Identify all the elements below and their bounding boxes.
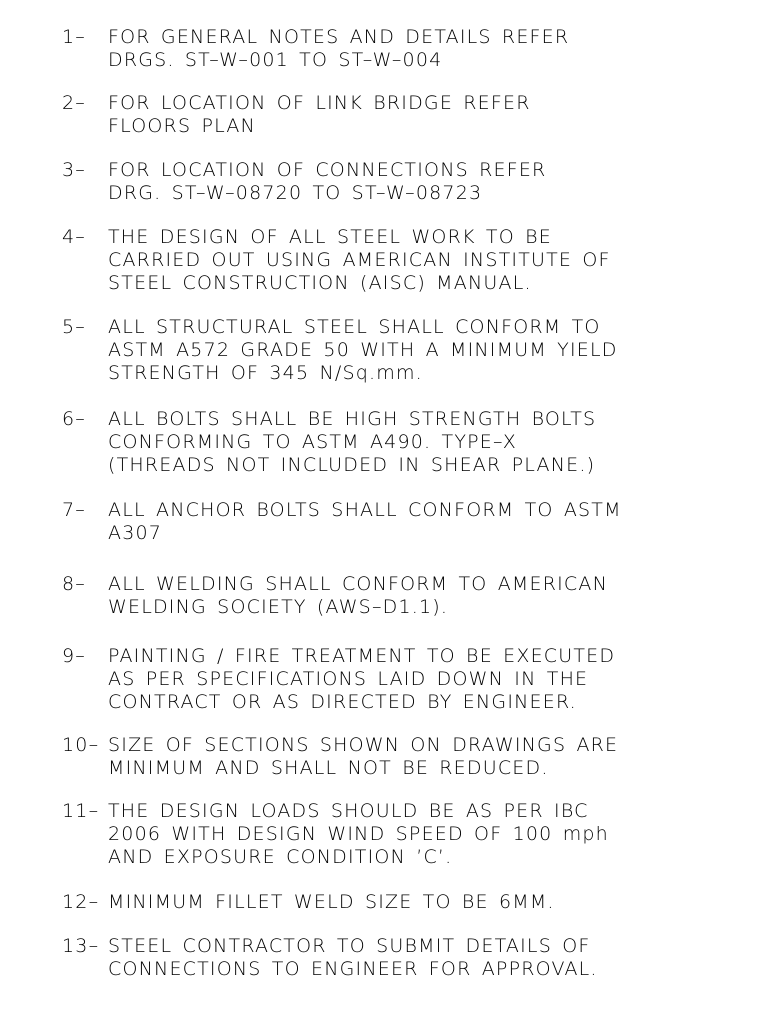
- note-text: [108, 573, 608, 619]
- note-line: STEEL CONTRACTOR TO SUBMIT DETAILS OF: [108, 935, 591, 957]
- note-line: ALL ANCHOR BOLTS SHALL CONFORM TO ASTM: [108, 499, 622, 521]
- note-line: (THREADS NOT INCLUDED IN SHEAR PLANE.): [108, 454, 596, 476]
- note-text: [108, 645, 615, 714]
- note-line: CONTRACT OR AS DIRECTED BY ENGINEER.: [108, 691, 577, 713]
- note-number: 12–: [62, 891, 100, 913]
- note-number: 2–: [62, 92, 86, 114]
- note-number: 8–: [62, 573, 86, 595]
- note-line: ALL WELDING SHALL CONFORM TO AMERICAN: [108, 573, 608, 595]
- note-number: 10–: [62, 734, 100, 756]
- note-line: THE DESIGN OF ALL STEEL WORK TO BE: [108, 226, 552, 248]
- note-text: [108, 734, 618, 780]
- note-line: AND EXPOSURE CONDITION ’C’.: [108, 846, 453, 868]
- note-number: 13–: [62, 935, 100, 957]
- note-number: 1–: [62, 26, 86, 48]
- note-text: [108, 499, 622, 545]
- note-line: CARRIED OUT USING AMERICAN INSTITUTE OF: [108, 249, 611, 271]
- note-number: 3–: [62, 159, 86, 181]
- note-number: 9–: [62, 645, 86, 667]
- note-line: MINIMUM FILLET WELD SIZE TO BE 6MM.: [108, 891, 555, 913]
- note-number: 11–: [62, 800, 100, 822]
- note-line: SIZE OF SECTIONS SHOWN ON DRAWINGS ARE: [108, 734, 619, 756]
- note-line: A307: [108, 522, 163, 544]
- note-line: PAINTING / FIRE TREATMENT TO BE EXECUTED: [108, 645, 616, 667]
- note-line: ALL BOLTS SHALL BE HIGH STRENGTH BOLTS: [108, 408, 597, 430]
- note-text: [108, 800, 609, 869]
- note-line: DRG. ST–W–08720 TO ST–W–08723: [108, 182, 483, 204]
- note-line: THE DESIGN LOADS SHOULD BE AS PER IBC: [108, 800, 589, 822]
- note-text: [108, 159, 546, 205]
- note-text: [108, 891, 555, 914]
- note-text: [108, 92, 531, 138]
- note-line: 2006 WITH DESIGN WIND SPEED OF 100 mph: [108, 823, 609, 845]
- note-text: [108, 226, 611, 295]
- note-line: ALL STRUCTURAL STEEL SHALL CONFORM TO: [108, 316, 601, 338]
- note-number: 7–: [62, 499, 86, 521]
- note-line: FLOORS PLAN: [108, 115, 256, 137]
- note-line: FOR LOCATION OF CONNECTIONS REFER: [108, 159, 547, 181]
- note-line: DRGS. ST–W–001 TO ST–W–004: [108, 49, 443, 71]
- note-number: 5–: [62, 316, 86, 338]
- note-line: AS PER SPECIFICATIONS LAID DOWN IN THE: [108, 668, 589, 690]
- note-text: [108, 408, 596, 477]
- note-text: [108, 26, 569, 72]
- note-number: 4–: [62, 226, 86, 248]
- note-text: [108, 935, 598, 981]
- note-line: WELDING SOCIETY (AWS–D1.1).: [108, 596, 449, 618]
- note-line: STRENGTH OF 345 N/Sq.mm.: [108, 362, 423, 384]
- note-line: FOR LOCATION OF LINK BRIDGE REFER: [108, 92, 531, 114]
- note-line: ASTM A572 GRADE 50 WITH A MINIMUM YIELD: [108, 339, 618, 361]
- note-line: STEEL CONSTRUCTION (AISC) MANUAL.: [108, 272, 532, 294]
- note-text: [108, 316, 618, 385]
- note-line: CONNECTIONS TO ENGINEER FOR APPROVAL.: [108, 958, 598, 980]
- note-line: CONFORMING TO ASTM A490. TYPE–X: [108, 431, 517, 453]
- note-line: MINIMUM AND SHALL NOT BE REDUCED.: [108, 757, 549, 779]
- note-number: 6–: [62, 408, 86, 430]
- note-line: FOR GENERAL NOTES AND DETAILS REFER: [108, 26, 570, 48]
